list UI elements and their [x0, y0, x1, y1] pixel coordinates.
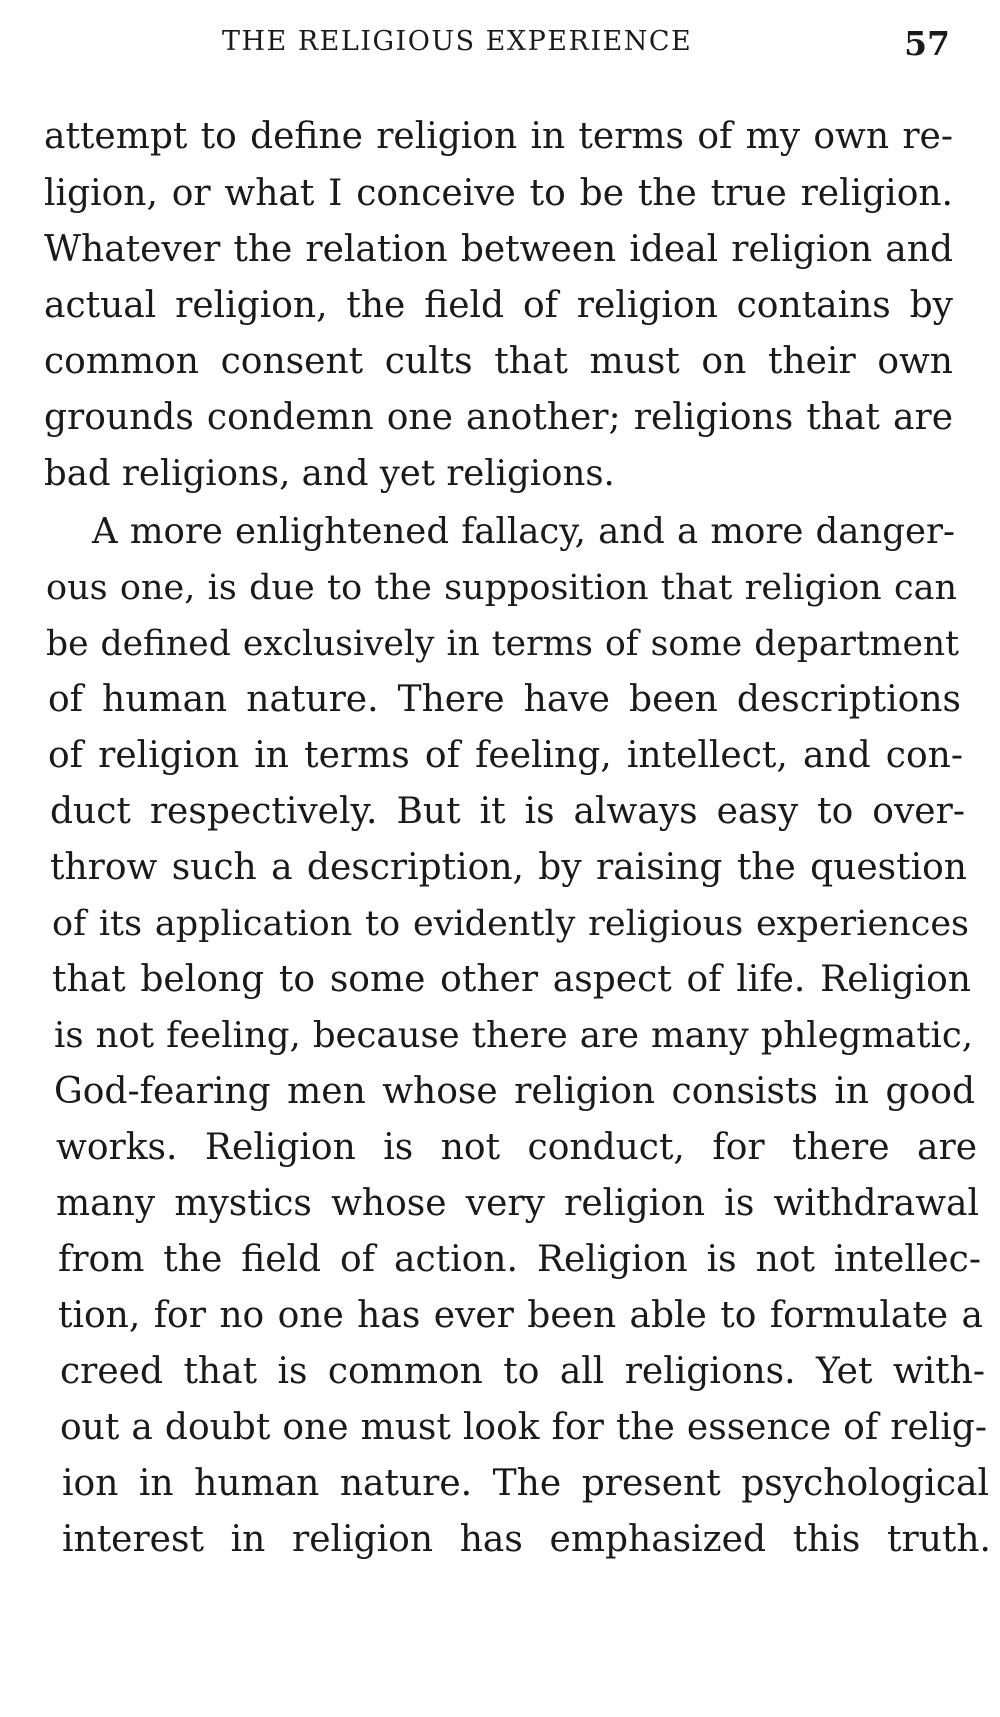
text-line: out a doubt one must look for the essence of relig-	[60, 1407, 987, 1448]
text-line: duct respectively. But it is always easy to over-	[50, 791, 965, 832]
text-line: common consent cults that must on their own	[44, 341, 953, 382]
text-line: of religion in terms of feeling, intellect, and con-	[48, 735, 963, 776]
text-line: ligion, or what I conceive to be the true religion.	[44, 173, 953, 214]
text-line: of its application to evidently religious experiences	[52, 904, 969, 944]
text-line: attempt to define religion in terms of my own re-	[44, 116, 953, 157]
text-line: that belong to some other aspect of life. Religion	[52, 959, 971, 1000]
text-line: creed that is common to all religions. Yet with-	[60, 1351, 985, 1392]
text-line: tion, for no one has ever been able to formulate a	[58, 1295, 983, 1336]
text-line: from the field of action. Religion is not intellec-	[58, 1239, 981, 1280]
text-line: ion in human nature. The present psychological	[62, 1463, 989, 1504]
text-line: interest in religion has emphasized this truth.	[62, 1519, 991, 1560]
text-line: grounds condemn one another; religions that are	[44, 397, 953, 438]
text-line: A more enlightened fallacy, and a more danger-	[92, 511, 955, 552]
text-line: is not feeling, because there are many phlegmatic,	[54, 1015, 973, 1056]
text-line: actual religion, the field of religion contains by	[44, 285, 953, 326]
text-line: many mystics whose very religion is withdrawal	[56, 1183, 979, 1224]
text-line: throw such a description, by raising the question	[50, 847, 967, 888]
running-head	[0, 26, 1000, 66]
text-line: works. Religion is not conduct, for there are	[56, 1127, 977, 1168]
text-line: of human nature. There have been descriptions	[48, 679, 961, 720]
page-number: 57	[904, 24, 950, 63]
text-line: bad religions, and yet religions.	[44, 453, 615, 494]
text-line: God-fearing men whose religion consists in good	[54, 1071, 975, 1112]
running-title: THE RELIGIOUS EXPERIENCE	[222, 26, 693, 57]
text-line: Whatever the relation between ideal religion and	[44, 229, 953, 270]
text-line: ous one, is due to the supposition that religion can	[46, 568, 957, 608]
text-line: be defined exclusively in terms of some department	[46, 624, 959, 664]
